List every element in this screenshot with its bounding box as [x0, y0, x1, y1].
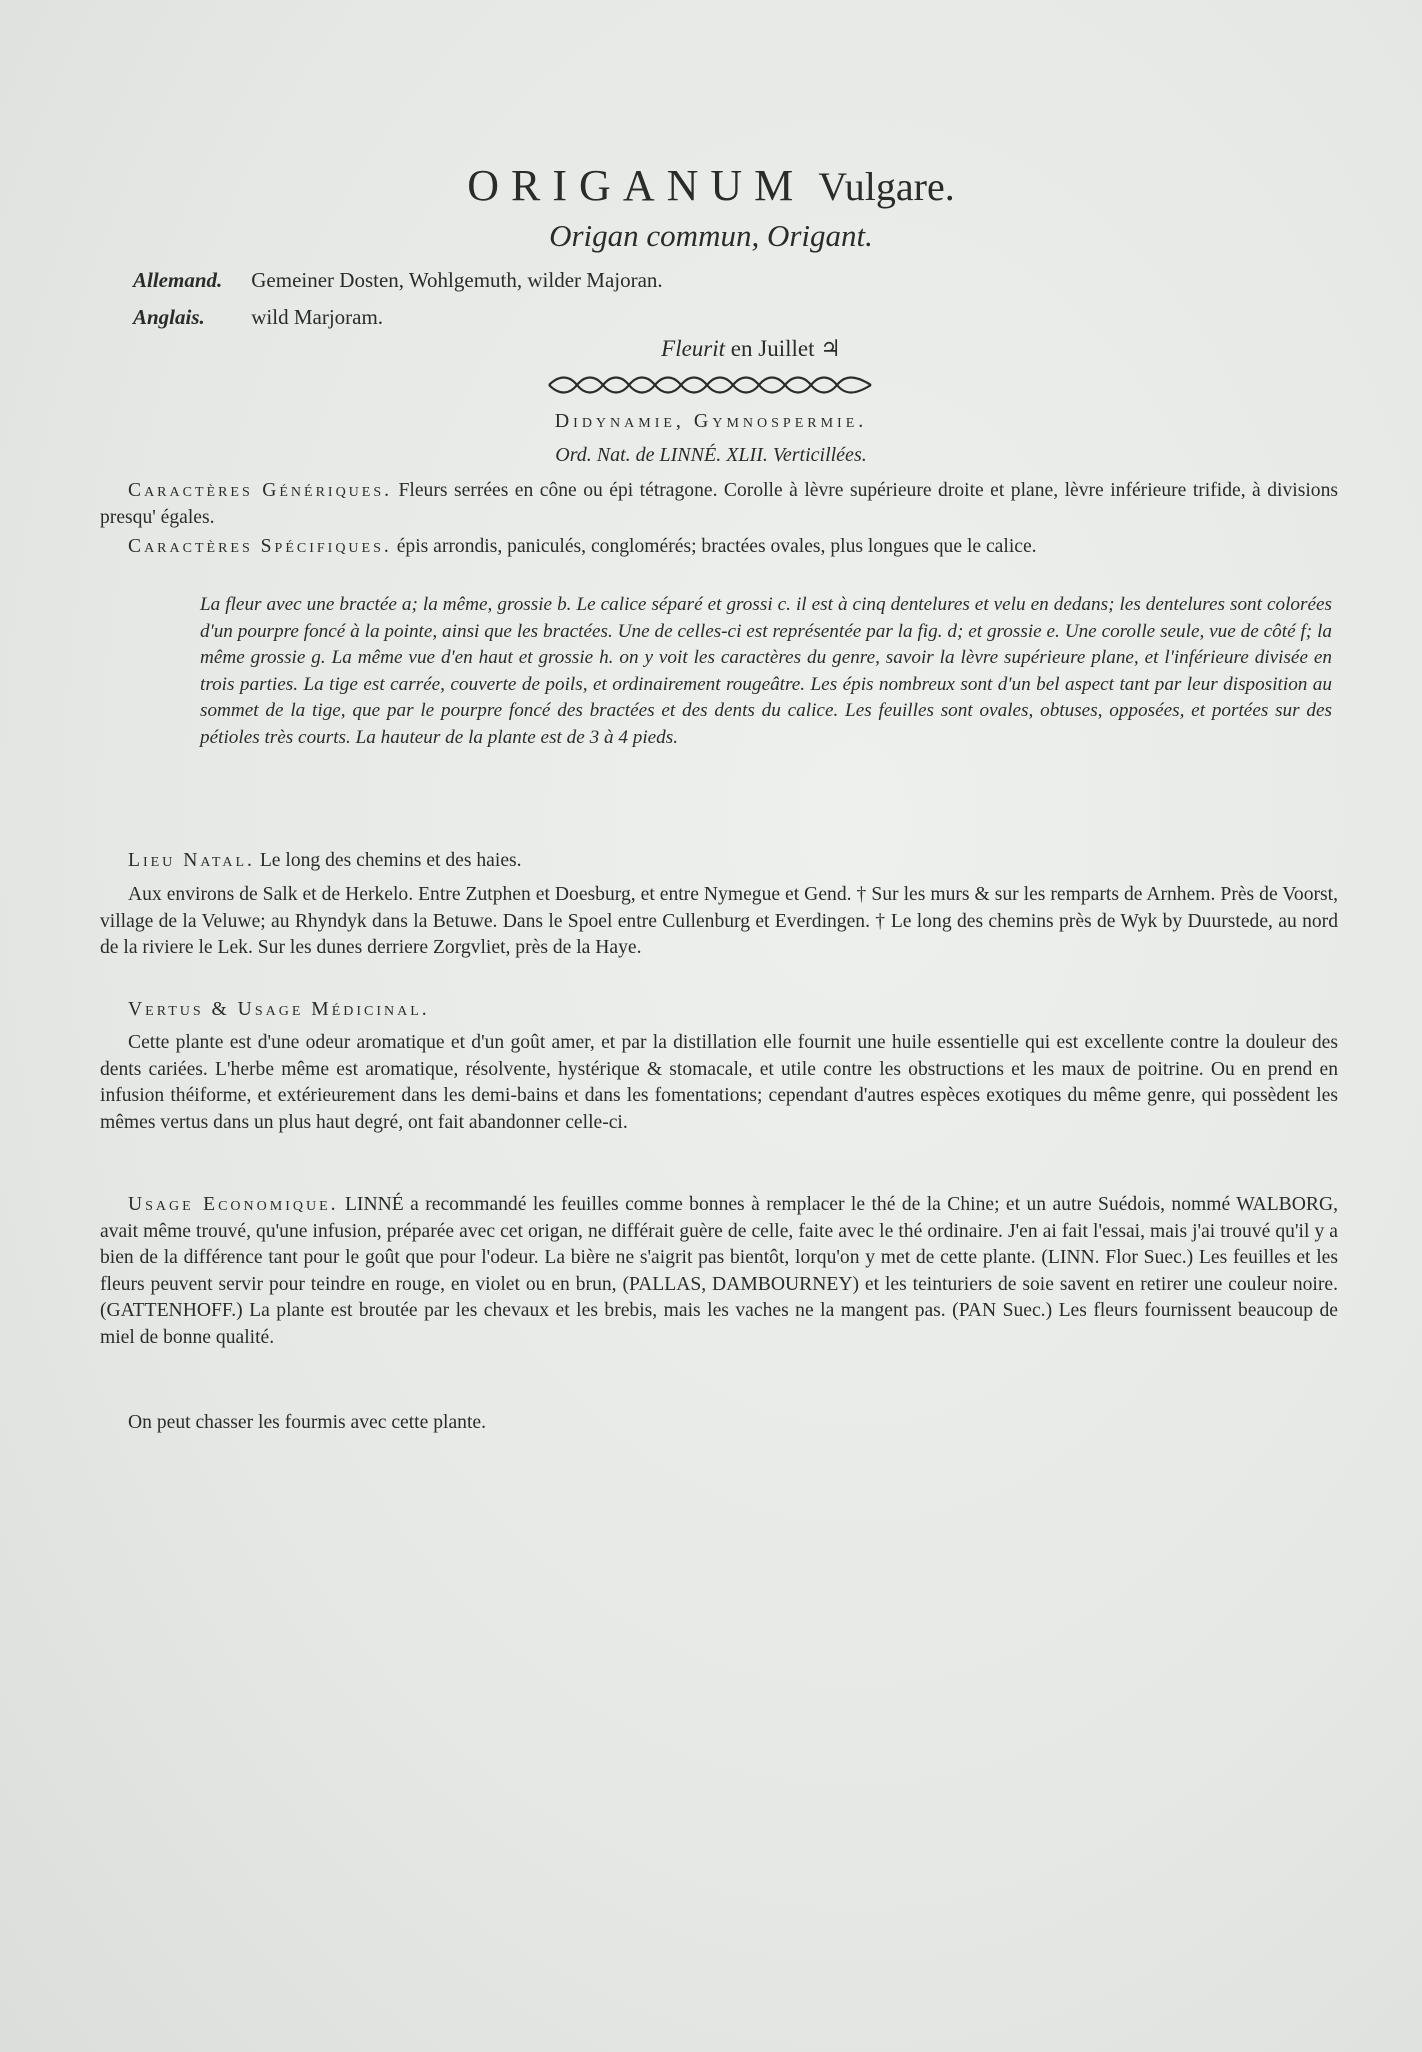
vernacular-english	[133, 305, 383, 330]
perennial-symbol: ♃	[820, 336, 841, 361]
specific-characters	[100, 534, 1338, 561]
plate-description: La fleur avec une bractée a; la même, grossie b. Le calice séparé et grossi c. il est à cinq dentelures et velu en dedans; les dentelures sont colorées d'un pourpre foncé à la pointe, ainsi que les bractées. Une de celles-ci est représentée par la fig. d; et grossie e. Une corolle seule, vue de côté f; la même grossie g. La même vue d'en haut et grossie h. on y voit les caractères du genre, savoir la lèvre supérieure plane, et l'inférieure divisée en trois parties. La tige est carrée, couverte de poils, et ordinairement rougeâtre. Les épis nombreux sont d'un bel aspect tant par leur disposition au sommet de la tige, que par le pourpre foncé des bractées et des dents du calice. Les feuilles sont ovales, obtuses, opposées, et portées sur des pétioles très courts. La hauteur de la plante est de 3 à 4 pieds.	[200, 594, 1332, 748]
section-heading: Vertus & Usage Médicinal.	[128, 999, 430, 1020]
section-heading: Lieu Natal.	[128, 850, 255, 871]
language-label: Allemand.	[133, 268, 223, 292]
virtues-heading	[100, 997, 1338, 1024]
french-name: Origan commun, Origant.	[549, 218, 873, 253]
section-heading: Usage Economique.	[128, 1194, 339, 1215]
economic-use	[100, 1192, 1338, 1351]
habitat-localities: Aux environs de Salk et de Herkelo. Entre Zutphen et Doesburg, et entre Nymegue et Gend. † Sur les murs & sur les remparts de Arnhem. Près de Voorst, village de la Veluwe; au Rhyndyk dans la Betuwe. Dans le Spoel entre Cullenburg et Everdingen. † Le long des chemins près de Wyk by Duurstede, au nord de la riviere le Lek. Sur les dunes derriere Zorgvliet, près de la Haye.	[100, 884, 1338, 958]
flowering-month: en Juillet	[730, 336, 815, 361]
vernacular-names: wild Marjoram.	[251, 305, 384, 329]
chain-ornament	[545, 372, 875, 398]
section-text: Le long des chemins et des haies.	[259, 850, 522, 871]
closing-note: On peut chasser les fourmis avec cette plante.	[128, 1412, 486, 1433]
generic-characters	[100, 478, 1338, 531]
section-heading: Caractères Génériques.	[128, 480, 393, 501]
page-title	[0, 160, 1422, 211]
flowering-label: Fleurit	[661, 336, 726, 361]
habitat	[100, 848, 1338, 875]
linnaean-class: Didynamie, Gymnospermie.	[554, 410, 868, 432]
language-label: Anglais.	[133, 305, 205, 329]
vernacular-names: Gemeiner Dosten, Wohlgemuth, wilder Majoran.	[251, 268, 663, 292]
natural-order: Ord. Nat. de LINNÉ. XLII. Verticillées.	[555, 444, 867, 466]
virtues-text: Cette plante est d'une odeur aromatique et d'un goût amer, et par la distillation elle fournit une huile essentielle qui est excellente contre la douleur des dents cariées. L'herbe même est aromatique, résolvente, hystérique & stomacale, et utile contre les obstructions et les maux de poitrine. Ou en prend en infusion théiforme, et extérieurement dans les demi-bains et dans les fomentations; cependant d'autres espèces exotiques du même genre, qui possèdent les mêmes vertus dans un plus haut degré, ont fait abandonner celle-ci.	[100, 1032, 1338, 1133]
section-text: LINNÉ a recommandé les feuilles comme bonnes à remplacer le thé de la Chine; et un autre Suédois, nommé WALBORG, avait même trouvé, qu'une infusion, préparée avec cet origan, ne différait guère de celle, faite avec le thé ordinaire. J'en ai fait l'essai, mais j'ai trouvé qu'il y a bien de la différence tant pour le goût que pour l'odeur. La bière ne s'aigrit pas bientôt, lorqu'on y met de cette plante. (LINN. Flor Suec.) Les feuilles et les fleurs peuvent servir pour teindre en rouge, en violet ou en brun, (PALLAS, DAMBOURNEY) et les teinturiers de soie savent en retirer une couleur noire. (GATTENHOFF.) La plante est broutée par les chevaux et les brebis, mais les vaches ne la mangent pas. (PAN Suec.) Les fleurs fournissent beaucoup de miel de bonne qualité.	[100, 1194, 1339, 1348]
section-text: Fleurs serrées en cône ou épi tétragone. Corolle à lèvre supérieure droite et plane, lèvre inférieure trifide, à divisions presqu' égales.	[100, 480, 1338, 528]
section-heading: Caractères Spécifiques.	[128, 536, 392, 557]
vernacular-german	[133, 268, 663, 293]
section-text: épis arrondis, paniculés, conglomérés; bractées ovales, plus longues que le calice.	[396, 536, 1037, 557]
flowering-time	[0, 336, 1422, 362]
genus-name: ORIGANUM	[467, 161, 806, 210]
species-name: Vulgare.	[818, 164, 955, 209]
